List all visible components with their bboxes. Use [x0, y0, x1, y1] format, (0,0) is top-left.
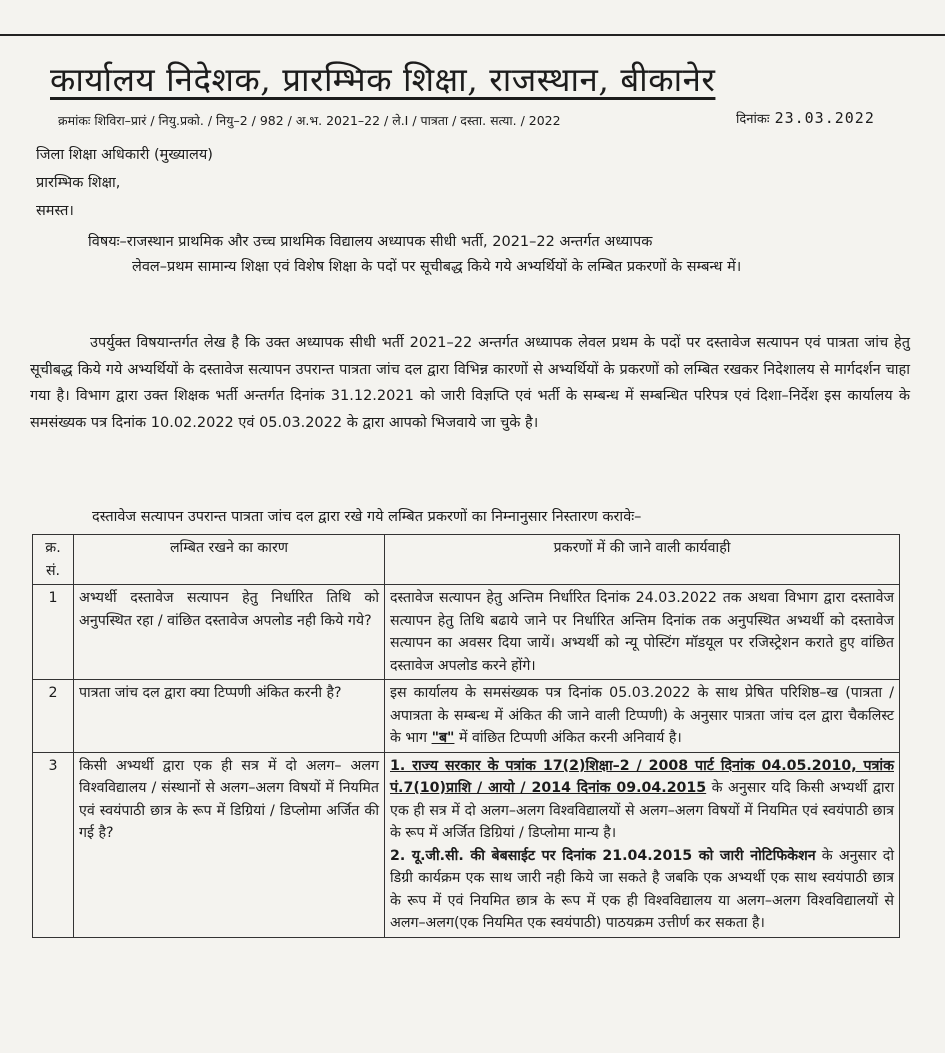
row-reason: अभ्यर्थी दस्तावेज सत्यापन हेतु निर्धारित तिथि को अनुपस्थित रहा / वांछित दस्तावेज अपलोड नही किये गये? — [74, 585, 385, 680]
subject-first-line: विषयः–राजस्थान प्राथमिक और उच्च प्राथमिक विद्यालय अध्यापक सीधी भर्ती, 2021–22 अन्तर्गत अध्यापक — [88, 234, 653, 250]
top-rule — [0, 34, 945, 36]
subject-continuation: लेवल–प्रथम सामान्य शिक्षा एवं विशेष शिक्षा के पदों पर सूचीबद्ध किये गये अभ्यर्थियों के लम्बित प्रकरणों के सम्बन्ध में। — [132, 259, 742, 275]
row-reason: किसी अभ्यर्थी द्वारा एक ही सत्र में दो अलग– अलग विश्वविद्यालय / संस्थानों से अलग–अलग विषयों में नियमित एवं स्वयंपाठी छात्र के रूप में डिग्रियां / डिप्लोमा अर्जित की गई है? — [74, 752, 385, 937]
office-title: कार्यालय निदेशक, प्रारम्भिक शिक्षा, राजस्थान, बीकानेर — [50, 60, 716, 99]
table-intro: दस्तावेज सत्यापन उपरान्त पात्रता जांच दल द्वारा रखे गये लम्बित प्रकरणों का निम्नानुसार निस्तारण करावेः– — [92, 509, 642, 525]
subject — [88, 230, 898, 280]
addressee-line-3: समस्त। — [36, 203, 74, 219]
row-action: दस्तावेज सत्यापन हेतु अन्तिम निर्धारित दिनांक 24.03.2022 तक अथवा विभाग द्वारा दस्तावेज सत्यापन हेतु तिथि बढाये जाने पर निर्धारित अन्तिम दिनांक तक अनुपस्थित अभ्यर्थी को दस्तावेज सत्यापन का अवसर दिया जायें। अभ्यर्थी को न्यू पोस्टिंग मॉडयूल पर रजिस्ट्रेशन कराते हुए वांछित दस्तावेज अपलोड करने होंगे। — [385, 585, 900, 680]
row-serial: 2 — [33, 680, 74, 753]
header-serial: क्र. सं. — [33, 535, 74, 585]
pending-cases-table — [32, 534, 900, 938]
table-row — [33, 680, 900, 753]
date-value: 23.03.2022 — [774, 109, 875, 127]
body-paragraph: उपर्युक्त विषयान्तर्गत लेख है कि उक्त अध्यापक सीधी भर्ती 2021–22 अन्तर्गत अध्यापक लेवल प्रथम के पदों पर दस्तावेज सत्यापन एवं पात्रता जांच हेतु सूचीबद्ध किये गये अभ्यर्थियों के दस्तावेज सत्यापन उपरान्त पात्रता जांच दल द्वारा विभिन्न कारणों से अभ्यर्थियों के प्रकरणों को लम्बित रखकर निदेशालय से मार्गदर्शन चाहा गया है। विभाग द्वारा उक्त शिक्षक भर्ती अन्तर्गत दिनांक 31.12.2021 को जारी विज्ञप्ति एवं भर्ती के सम्बन्ध में सम्बन्धित परिपत्र एवं दिशा–निर्देश इस कार्यालय के समसंख्यक पत्र दिनांक 10.02.2022 एवं 05.03.2022 के द्वारा आपको भिजवाये जा चुके है। — [30, 335, 910, 431]
date-label: दिनांकः — [736, 112, 770, 127]
letter-date — [736, 108, 875, 127]
row-action — [385, 680, 900, 753]
action-text: में वांछित टिप्पणी अंकित करनी अनिवार्य है। — [454, 730, 682, 746]
table-header-row — [33, 535, 900, 585]
table-row — [33, 752, 900, 937]
addressee-line-1: जिला शिक्षा अधिकारी (मुख्यालय) — [36, 147, 213, 163]
table-row — [33, 585, 900, 680]
point-2-reference: 2. यू.जी.सी. की बेबसाईट पर दिनांक 21.04.2015 को जारी नोटिफिकेशन — [390, 847, 816, 864]
section-b-marker: "ब" — [431, 730, 455, 746]
addressee-line-2: प्रारम्भिक शिक्षा, — [36, 175, 121, 191]
row-serial: 3 — [33, 752, 74, 937]
row-serial: 1 — [33, 585, 74, 680]
header-reason: लम्बित रखने का कारण — [74, 535, 385, 585]
row-reason: पात्रता जांच दल द्वारा क्या टिप्पणी अंकित करनी है? — [74, 680, 385, 753]
point-2-text: के अनुसार दो डिग्री कार्यक्रम एक साथ जारी नही किये जा सकते है जबकि एक अभ्यर्थी एक साथ स्वयंपाठी छात्र के रूप में एवं नियमित छात्र के रूप में एक ही विश्वविद्यालय या अलग–अलग विश्वविद्यालयों से अलग–अलग(एक नियमित एक स्वयंपाठी) पाठयक्रम उत्तीर्ण कर सकता है। — [390, 847, 895, 931]
action-text: इस कार्यालय के समसंख्यक पत्र दिनांक 05.03.2022 के साथ प्रेषित परिशिष्ठ–ख (पात्रता / अपात्रता के सम्बन्ध में अंकित की जाने वाली टिप्पणी) के अनुसार पात्रता जांच दल द्वारा चैकलिस्ट के भाग — [390, 685, 894, 746]
point-1-reference: 1. राज्य सरकार के पत्रांक 17(2)शिक्षा–2 / 2008 पार्ट दिनांक 04.05.2010, पत्रांक पं.7(10)प्राशि / आयो / 2014 दिनांक 09.04.2015 — [390, 757, 894, 796]
row-action — [385, 752, 900, 937]
header-action: प्रकरणों में की जाने वाली कार्यवाही — [385, 535, 900, 585]
point-1-text: के अनुसार यदि किसी अभ्यर्थी द्वारा एक ही सत्र में दो अलग–अलग विश्वविद्यालयों से अलग–अलग विषयों में नियमित एवं स्वयंपाठी छात्र के रूप में अर्जित डिग्रियां / डिप्लोमा मान्य है। — [390, 780, 894, 841]
reference-number: क्रमांकः शिविरा–प्रारं / नियु.प्रको. / नियु–2 / 982 / अ.भ. 2021–22 / ले.I / पात्रता / दस्ता. सत्या. / 2022 — [58, 113, 561, 128]
